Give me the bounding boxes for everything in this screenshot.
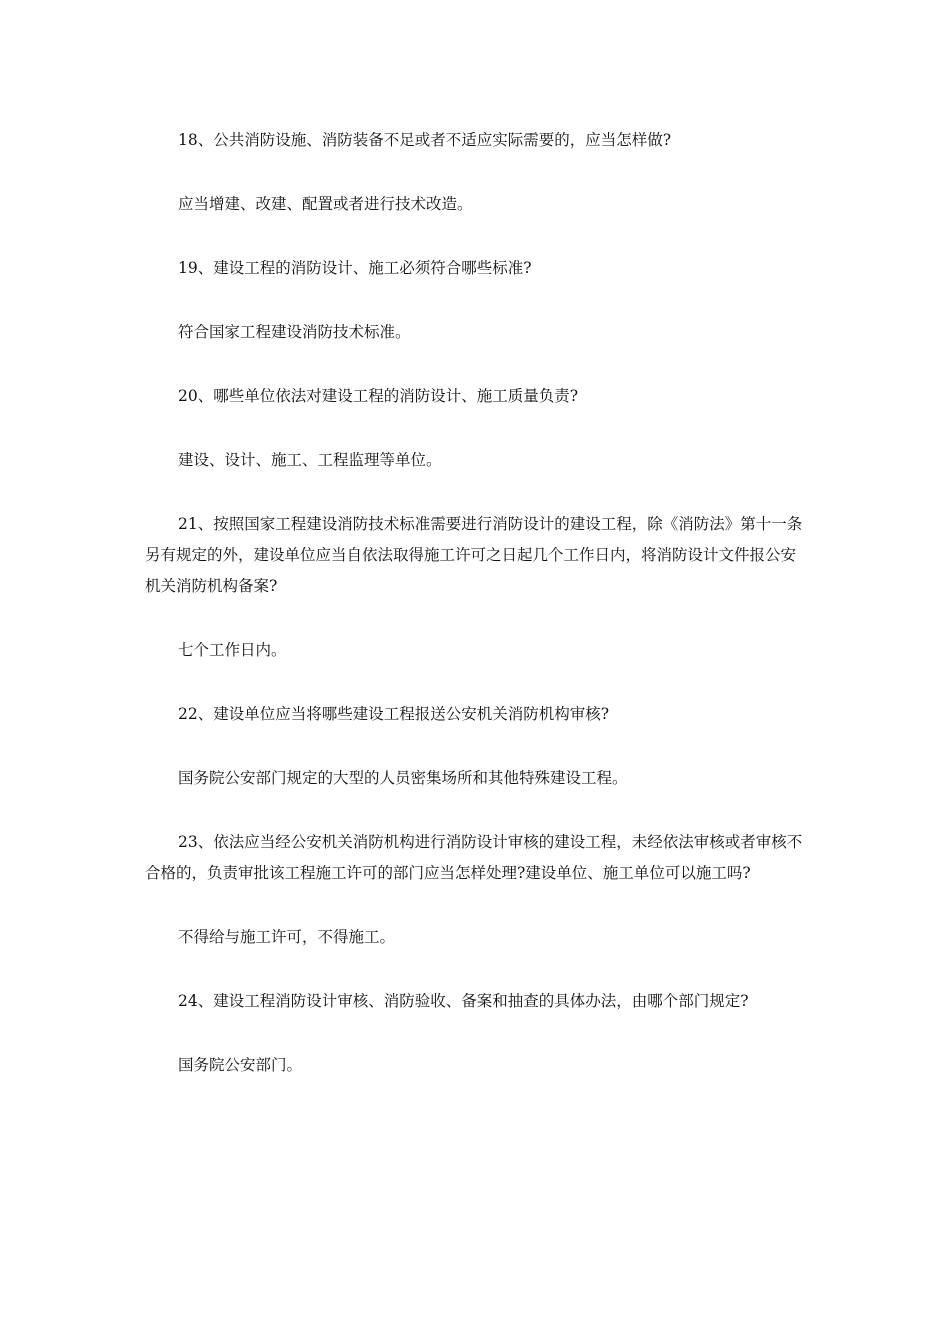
- answer-24: 国务院公安部门。: [178, 1056, 303, 1074]
- question-24: 24、建设工程消防设计审核、消防验收、备案和抽查的具体办法，由哪个部门规定?: [178, 992, 749, 1010]
- answer-22: 国务院公安部门规定的大型的人员密集场所和其他特殊建设工程。: [178, 769, 628, 787]
- answer-23: 不得给与施工许可，不得施工。: [178, 928, 396, 946]
- question-20: 20、哪些单位依法对建设工程的消防设计、施工质量负责?: [178, 387, 579, 405]
- question-21: 21、按照国家工程建设消防技术标准需要进行消防设计的建设工程，除《消防法》第十一条另有规定的外，建设单位应当自依法取得施工许可之日起几个工作日内，将消防设计文件报公安机关消防机构备案?: [145, 515, 803, 595]
- question-18: 18、公共消防设施、消防装备不足或者不适应实际需要的，应当怎样做?: [178, 131, 672, 149]
- question-19: 19、建设工程的消防设计、施工必须符合哪些标准?: [178, 259, 532, 277]
- answer-20: 建设、设计、施工、工程监理等单位。: [178, 451, 442, 469]
- question-22: 22、建设单位应当将哪些建设工程报送公安机关消防机构审核?: [178, 705, 610, 723]
- question-23: 23、依法应当经公安机关消防机构进行消防设计审核的建设工程，未经依法审核或者审核不合格的，负责审批该工程施工许可的部门应当怎样处理?建设单位、施工单位可以施工吗?: [145, 833, 803, 882]
- answer-19: 符合国家工程建设消防技术标准。: [178, 323, 411, 341]
- answer-18: 应当增建、改建、配置或者进行技术改造。: [178, 195, 473, 213]
- answer-21: 七个工作日内。: [178, 641, 287, 659]
- document-body: [145, 125, 805, 1114]
